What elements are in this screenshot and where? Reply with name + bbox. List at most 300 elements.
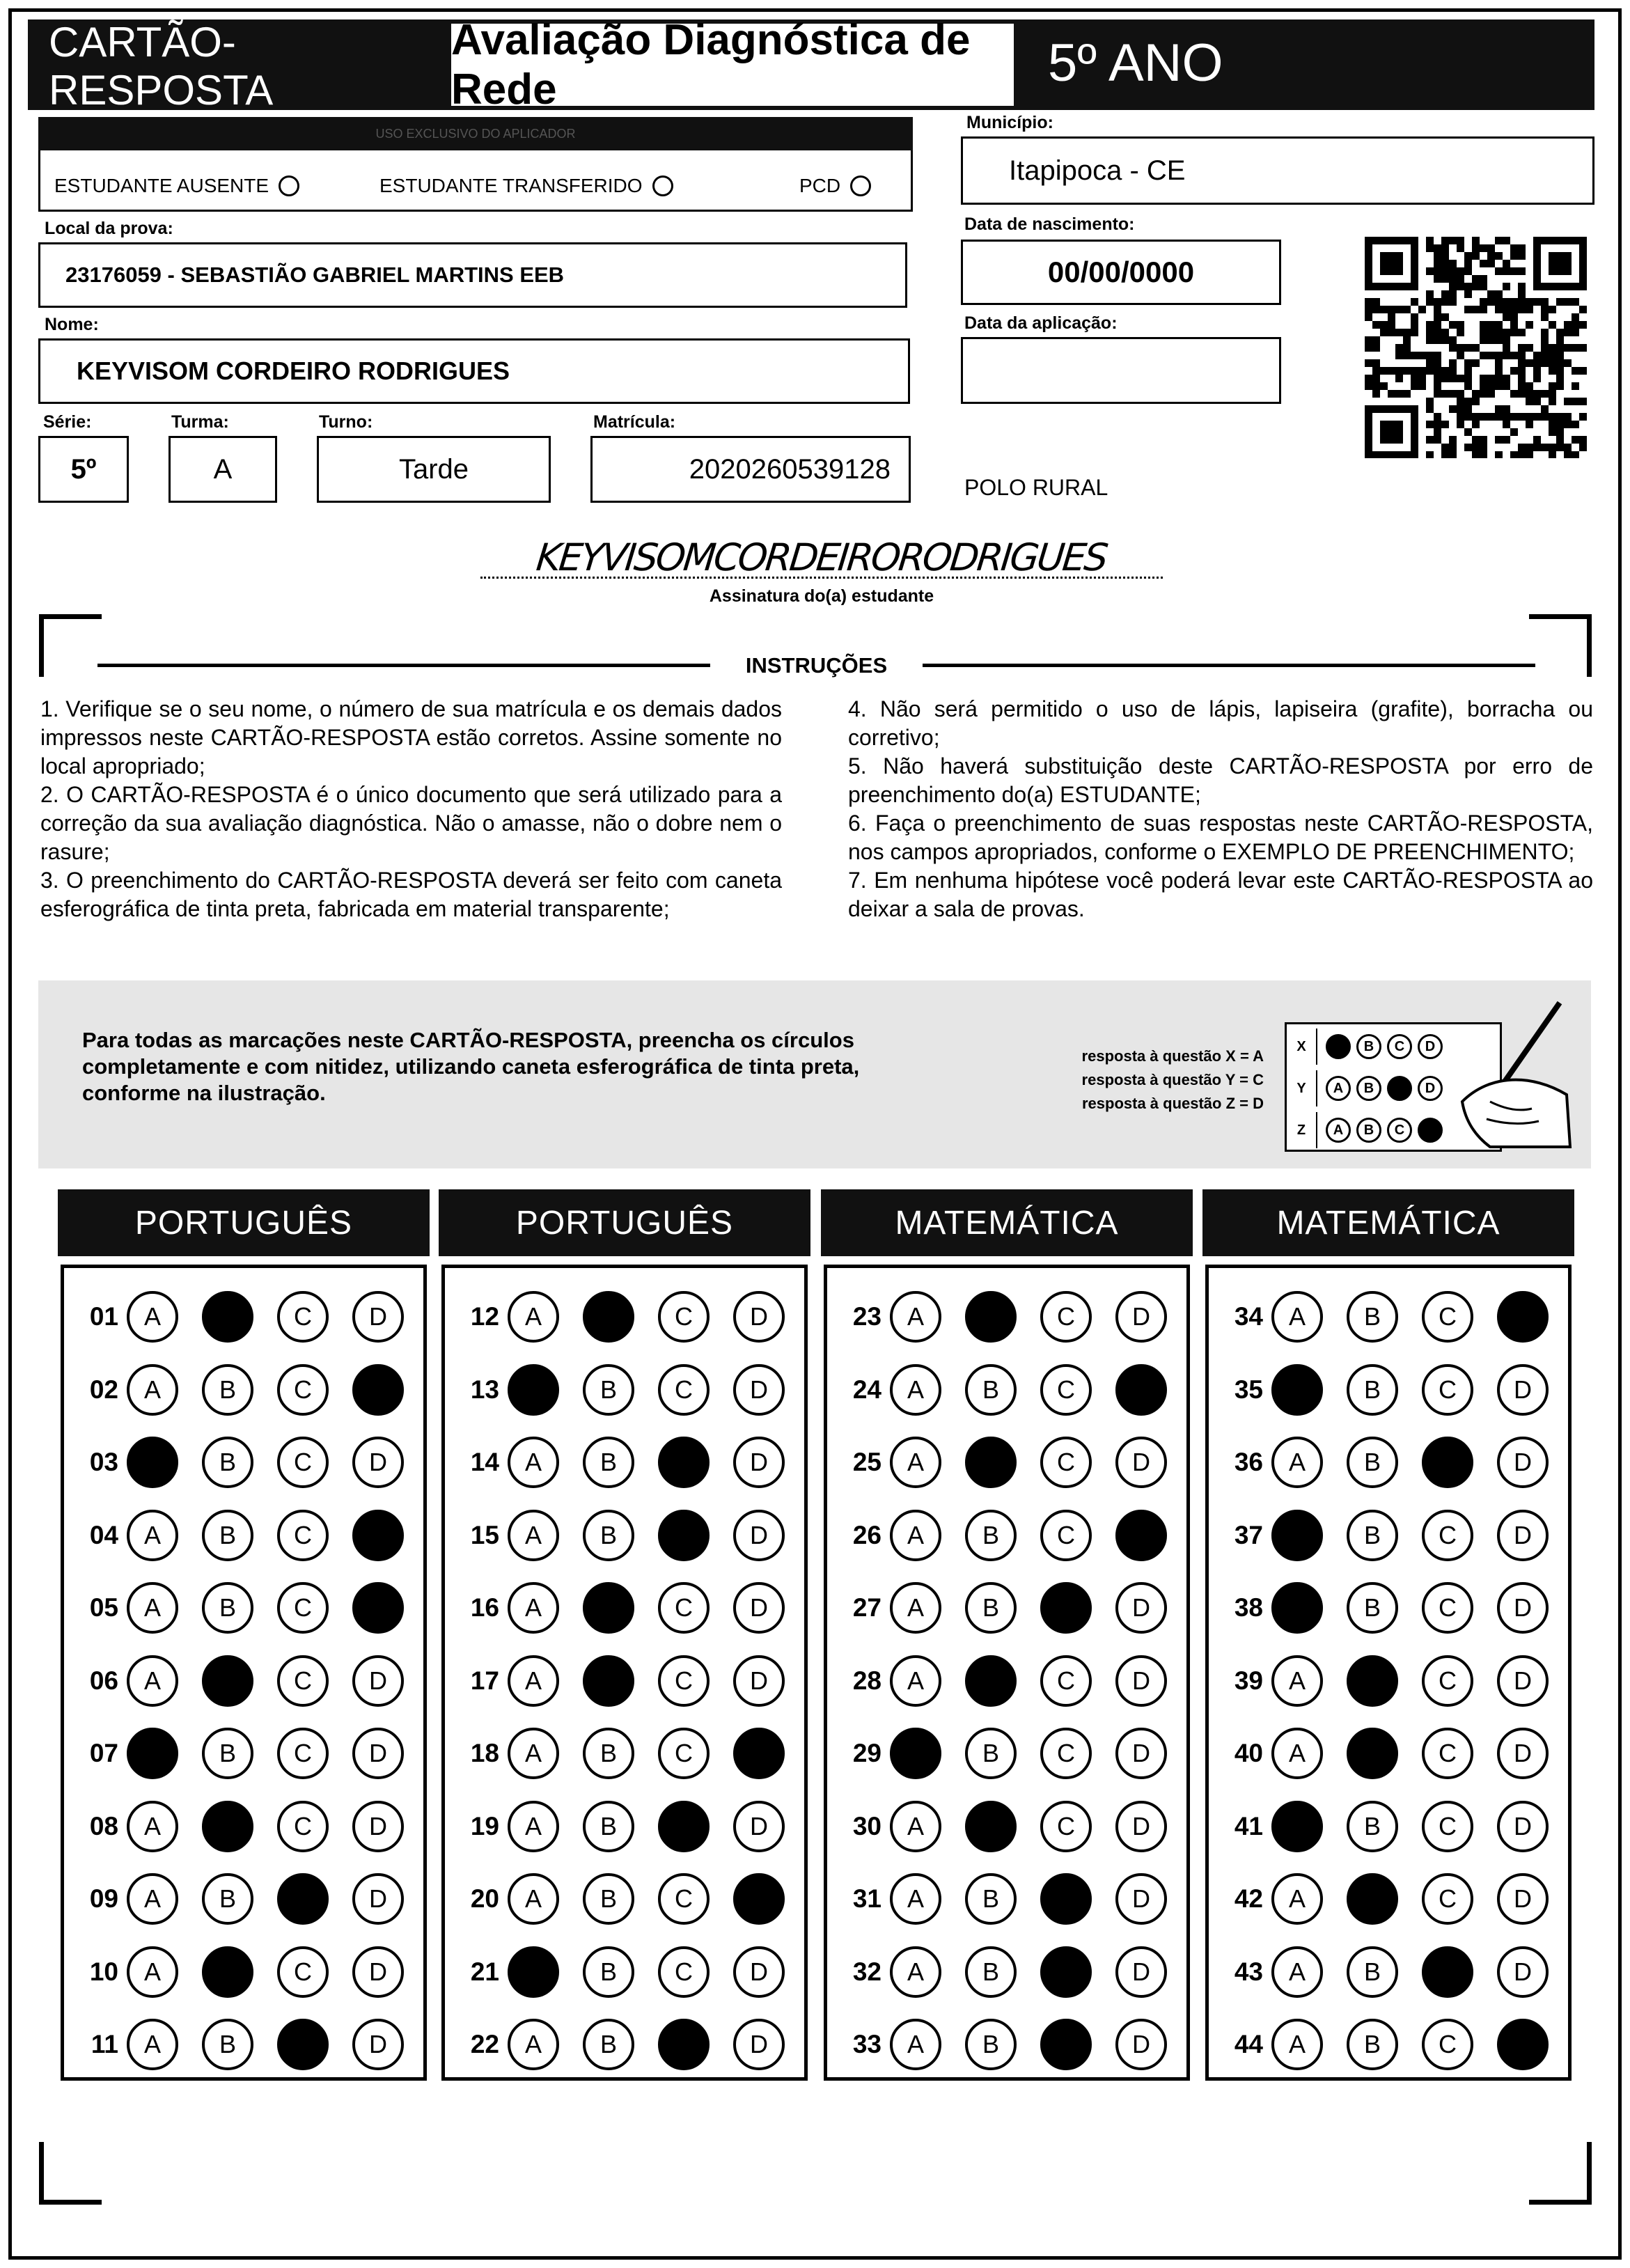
answer-bubble-b[interactable]: B (1347, 1510, 1398, 1561)
answer-bubble-c[interactable]: C (658, 1364, 710, 1416)
answer-bubble-c[interactable]: C (658, 1582, 710, 1634)
question-number: 41 (1234, 1811, 1263, 1840)
corner-mark-top-right (1529, 614, 1592, 677)
pcd-label: PCD (799, 175, 841, 196)
answer-bubble-a[interactable] (890, 1728, 941, 1779)
answer-bubble-b[interactable] (965, 1801, 1017, 1852)
question-row (445, 1797, 804, 1856)
answer-bubble-d[interactable]: D (1497, 1728, 1549, 1779)
instructions-rule-left (97, 664, 710, 667)
answer-bubble-c[interactable]: C (277, 1437, 329, 1488)
name-label: Nome: (45, 315, 99, 334)
question-number: 18 (470, 1739, 499, 1767)
answer-bubble-c[interactable] (1040, 1873, 1092, 1925)
answer-bubble-c[interactable]: C (1040, 1655, 1092, 1707)
example-bubble: B (1356, 1034, 1381, 1059)
instructions-rule-right (923, 664, 1535, 667)
turma-value: A (213, 453, 233, 485)
answer-bubble-c[interactable] (658, 2019, 710, 2070)
answer-bubble-c[interactable] (1040, 2019, 1092, 2070)
answer-bubble-c[interactable]: C (277, 1946, 329, 1998)
question-row (445, 1361, 804, 1419)
answer-bubble-c[interactable] (658, 1801, 710, 1852)
question-number: 32 (852, 1957, 881, 1986)
answer-bubble-c[interactable]: C (1422, 1510, 1473, 1561)
answer-bubble-a[interactable]: A (1271, 1873, 1323, 1925)
answer-bubble-a[interactable]: A (508, 1655, 559, 1707)
question-number: 38 (1234, 1593, 1263, 1622)
answer-bubble-d[interactable]: D (352, 1801, 404, 1852)
answer-bubble-d[interactable]: D (733, 1582, 785, 1634)
question-number: 02 (89, 1375, 118, 1404)
answer-bubble-c[interactable]: C (277, 1582, 329, 1634)
answer-bubble-c[interactable] (658, 1437, 710, 1488)
answer-bubble-b[interactable]: B (583, 1946, 634, 1998)
answer-bubble-a[interactable] (1271, 1582, 1323, 1634)
answer-bubble-d[interactable]: D (1497, 1364, 1549, 1416)
answer-bubble-b[interactable]: B (965, 2019, 1017, 2070)
answer-bubble-c[interactable]: C (1040, 1291, 1092, 1343)
example-row-label: Z (1287, 1112, 1317, 1148)
answer-bubble-b[interactable] (583, 1655, 634, 1707)
absent-option[interactable] (54, 169, 299, 203)
serie-field (38, 436, 129, 503)
answer-bubble-a[interactable]: A (127, 1873, 178, 1925)
instructions-title: INSTRUÇÕES (745, 653, 888, 678)
answer-bubble-a[interactable]: A (890, 1510, 941, 1561)
question-number: 31 (852, 1884, 881, 1913)
answer-bubble-b[interactable] (1347, 1655, 1398, 1707)
question-number: 10 (89, 1957, 118, 1986)
answer-bubble-b[interactable]: B (1347, 1801, 1398, 1852)
answer-bubble-a[interactable]: A (508, 1873, 559, 1925)
answer-bubble-b[interactable]: B (583, 1801, 634, 1852)
answer-bubble-c[interactable]: C (1422, 1873, 1473, 1925)
answer-bubble-b[interactable]: B (965, 1510, 1017, 1561)
example-bubble: D (1418, 1034, 1443, 1059)
answer-bubble-d[interactable]: D (1115, 1291, 1167, 1343)
question-number: 36 (1234, 1448, 1263, 1476)
answer-bubble-c[interactable]: C (277, 1510, 329, 1561)
answer-bubble-a[interactable]: A (508, 2019, 559, 2070)
question-row (827, 1506, 1186, 1565)
question-number: 42 (1234, 1884, 1263, 1913)
answer-bubble-b[interactable] (583, 1291, 634, 1343)
answer-bubble-c[interactable] (1422, 1946, 1473, 1998)
answer-bubble-b[interactable]: B (202, 1582, 253, 1634)
answer-bubble-a[interactable]: A (1271, 1728, 1323, 1779)
absent-label: ESTUDANTE AUSENTE (54, 175, 269, 196)
example-bubble: C (1387, 1118, 1412, 1143)
instruction-3: 3. O preenchimento do CARTÃO-RESPOSTA deverá ser feito com caneta esferográfica de tinta preta, fabricada em material transparente; (40, 868, 782, 921)
answer-bubble-d[interactable]: D (1497, 1510, 1549, 1561)
answer-bubble-d[interactable]: D (352, 1655, 404, 1707)
answer-bubble-d[interactable] (1497, 1291, 1549, 1343)
answer-bubble-d[interactable] (733, 1728, 785, 1779)
local-label: Local da prova: (45, 219, 173, 238)
pcd-option[interactable] (799, 169, 871, 203)
question-row (64, 1288, 423, 1346)
answer-bubble-b[interactable]: B (583, 1873, 634, 1925)
answer-bubble-c[interactable]: C (658, 1655, 710, 1707)
answer-bubble-b[interactable]: B (965, 1946, 1017, 1998)
example-row (1287, 1070, 1445, 1106)
answer-bubble-c[interactable] (1040, 1582, 1092, 1634)
answer-bubble-a[interactable]: A (890, 2019, 941, 2070)
answer-bubble-d[interactable]: D (1115, 1801, 1167, 1852)
answer-bubble-a[interactable]: A (1271, 1655, 1323, 1707)
legend-x: resposta à questão X = A (1081, 1047, 1264, 1065)
signature-line (480, 577, 1163, 579)
question-row (64, 2015, 423, 2074)
answer-bubble-b[interactable] (1347, 1873, 1398, 1925)
answer-bubble-c[interactable]: C (1040, 1437, 1092, 1488)
answer-bubble-b[interactable]: B (965, 1364, 1017, 1416)
answer-bubble-a[interactable]: A (508, 1801, 559, 1852)
question-row (445, 1579, 804, 1637)
question-row (445, 2015, 804, 2074)
question-number: 01 (89, 1302, 118, 1331)
answer-bubble-b[interactable]: B (202, 1873, 253, 1925)
question-row (827, 1288, 1186, 1346)
answer-bubble-b[interactable] (1347, 1728, 1398, 1779)
answer-column (441, 1265, 808, 2081)
answer-bubble-d[interactable] (1497, 2019, 1549, 2070)
answer-bubble-d[interactable]: D (733, 1437, 785, 1488)
example-bubble (1326, 1034, 1351, 1059)
answer-bubble-c[interactable]: C (1422, 1291, 1473, 1343)
answer-bubble-d[interactable]: D (352, 2019, 404, 2070)
answer-bubble-b[interactable] (965, 1291, 1017, 1343)
answer-bubble-c[interactable]: C (658, 1873, 710, 1925)
answer-bubble-b[interactable]: B (583, 1728, 634, 1779)
answer-bubble-d[interactable]: D (352, 1437, 404, 1488)
answer-bubble-d[interactable]: D (1115, 1582, 1167, 1634)
instruction-4: 4. Não será permitido o uso de lápis, lapiseira (grafite), borracha ou corretivo; (848, 696, 1593, 750)
answer-bubble-c[interactable]: C (277, 1364, 329, 1416)
fill-example-legend (1027, 1045, 1264, 1116)
answer-bubble-d[interactable]: D (1115, 1728, 1167, 1779)
example-bubble: B (1356, 1076, 1381, 1101)
answer-bubble-c[interactable]: C (1422, 1364, 1473, 1416)
answer-bubble-a[interactable] (127, 1728, 178, 1779)
question-row (64, 1652, 423, 1710)
answer-bubble-a[interactable] (508, 1946, 559, 1998)
answer-bubble-c[interactable]: C (1422, 1801, 1473, 1852)
answer-bubble-b[interactable]: B (583, 1364, 634, 1416)
question-row (827, 1433, 1186, 1492)
signature-label: Assinatura do(a) estudante (709, 586, 934, 606)
question-row (1209, 1433, 1568, 1492)
answer-column (61, 1265, 427, 2081)
question-number: 19 (470, 1811, 499, 1840)
answer-bubble-b[interactable]: B (202, 1364, 253, 1416)
answer-bubble-d[interactable]: D (1115, 1655, 1167, 1707)
example-bubble: C (1387, 1034, 1412, 1059)
answer-bubble-b[interactable]: B (1347, 1291, 1398, 1343)
birthdate-label: Data de nascimento: (964, 214, 1135, 234)
answer-bubble-c[interactable]: C (1422, 1582, 1473, 1634)
answer-bubble-b[interactable] (202, 1946, 253, 1998)
turno-field (317, 436, 551, 503)
answer-bubble-d[interactable]: D (733, 1801, 785, 1852)
subject-header: PORTUGUÊS (58, 1189, 430, 1256)
answer-bubble-a[interactable]: A (127, 1582, 178, 1634)
answer-bubble-b[interactable]: B (965, 1582, 1017, 1634)
question-row (1209, 1361, 1568, 1419)
answer-bubble-a[interactable]: A (890, 1801, 941, 1852)
answer-bubble-b[interactable]: B (1347, 1364, 1398, 1416)
answer-bubble-c[interactable]: C (1422, 1728, 1473, 1779)
answer-bubble-d[interactable]: D (1115, 1437, 1167, 1488)
question-number: 12 (470, 1302, 499, 1331)
answer-bubble-c[interactable]: C (277, 1728, 329, 1779)
answer-bubble-c[interactable] (1422, 1437, 1473, 1488)
answer-bubble-d[interactable] (352, 1510, 404, 1561)
answer-bubble-c[interactable]: C (1040, 1801, 1092, 1852)
answer-bubble-c[interactable]: C (1422, 1655, 1473, 1707)
answer-bubble-d[interactable] (1115, 1510, 1167, 1561)
fill-example-text: Para todas as marcações neste CARTÃO-RESPOSTA, preencha os círculos completamente e com nitidez, utilizando caneta esferográfica de tinta preta, conforme na ilustração. (82, 1028, 860, 1105)
question-row (445, 1433, 804, 1492)
answer-bubble-d[interactable]: D (1497, 1582, 1549, 1634)
answer-bubble-c[interactable]: C (277, 1801, 329, 1852)
answer-bubble-d[interactable]: D (352, 1291, 404, 1343)
answer-bubble-a[interactable]: A (508, 1291, 559, 1343)
answer-bubble-d[interactable]: D (1115, 1873, 1167, 1925)
question-row (1209, 2015, 1568, 2074)
corner-mark-bottom-right (1529, 2142, 1592, 2205)
question-number: 03 (89, 1448, 118, 1476)
answer-bubble-d[interactable] (352, 1364, 404, 1416)
answer-bubble-c[interactable] (277, 1873, 329, 1925)
answer-bubble-b[interactable]: B (1347, 1582, 1398, 1634)
answer-bubble-a[interactable]: A (890, 1655, 941, 1707)
question-row (1209, 1288, 1568, 1346)
answer-bubble-b[interactable]: B (583, 1510, 634, 1561)
question-row (827, 1361, 1186, 1419)
answer-bubble-a[interactable]: A (890, 1582, 941, 1634)
answer-bubble-c[interactable] (1040, 1946, 1092, 1998)
corner-mark-top-left (39, 614, 102, 677)
answer-bubble-b[interactable]: B (202, 1510, 253, 1561)
question-row (827, 1943, 1186, 2001)
answer-bubble-d[interactable]: D (1115, 1946, 1167, 1998)
question-row (827, 1797, 1186, 1856)
question-number: 39 (1234, 1666, 1263, 1695)
example-bubble (1418, 1118, 1443, 1143)
instruction-7: 7. Em nenhuma hipótese você poderá levar este CARTÃO-RESPOSTA ao deixar a sala de provas. (848, 868, 1593, 921)
answer-bubble-d[interactable]: D (733, 1946, 785, 1998)
subject-header: MATEMÁTICA (1202, 1189, 1574, 1256)
question-row (64, 1433, 423, 1492)
answer-bubble-a[interactable]: A (508, 1728, 559, 1779)
answer-bubble-c[interactable] (658, 1510, 710, 1561)
answer-bubble-b[interactable]: B (202, 1728, 253, 1779)
answer-bubble-b[interactable]: B (583, 2019, 634, 2070)
instruction-2: 2. O CARTÃO-RESPOSTA é o único documento que será utilizado para a correção da sua avaliação diagnóstica. Não o amasse, não o dobre nem o rasure; (40, 782, 782, 864)
answer-bubble-a[interactable]: A (890, 1364, 941, 1416)
answer-bubble-d[interactable]: D (733, 1655, 785, 1707)
answer-bubble-d[interactable]: D (352, 1873, 404, 1925)
answer-bubble-d[interactable]: D (352, 1728, 404, 1779)
question-number: 09 (89, 1884, 118, 1913)
answer-bubble-a[interactable]: A (127, 1291, 178, 1343)
question-row (445, 1288, 804, 1346)
question-row (64, 1579, 423, 1637)
application-date-field (961, 337, 1281, 404)
question-number: 27 (852, 1593, 881, 1622)
answer-bubble-d[interactable]: D (1115, 2019, 1167, 2070)
answer-bubble-d[interactable]: D (1497, 1801, 1549, 1852)
answer-bubble-b[interactable]: B (202, 2019, 253, 2070)
corner-mark-bottom-left (39, 2142, 102, 2205)
question-row (1209, 1797, 1568, 1856)
question-number: 17 (470, 1666, 499, 1695)
legend-y: resposta à questão Y = C (1081, 1071, 1264, 1088)
answer-bubble-c[interactable]: C (277, 1291, 329, 1343)
hand-pen-icon (1448, 997, 1574, 1150)
answer-bubble-a[interactable]: A (127, 1655, 178, 1707)
answer-bubble-c[interactable] (277, 2019, 329, 2070)
answer-bubble-d[interactable]: D (733, 1364, 785, 1416)
answer-bubble-a[interactable]: A (890, 1437, 941, 1488)
answer-bubble-b[interactable]: B (583, 1437, 634, 1488)
answer-bubble-a[interactable]: A (127, 1801, 178, 1852)
answer-bubble-b[interactable]: B (965, 1873, 1017, 1925)
answer-column (1205, 1265, 1572, 2081)
answer-bubble-b[interactable] (202, 1291, 253, 1343)
answer-bubble-c[interactable]: C (277, 1655, 329, 1707)
answer-bubble-d[interactable] (1115, 1364, 1167, 1416)
answer-bubble-c[interactable]: C (1040, 1364, 1092, 1416)
answer-bubble-b[interactable] (583, 1582, 634, 1634)
answer-bubble-c[interactable]: C (1040, 1728, 1092, 1779)
answer-bubble-c[interactable]: C (1040, 1510, 1092, 1561)
answer-bubble-d[interactable]: D (733, 2019, 785, 2070)
answer-bubble-a[interactable]: A (890, 1873, 941, 1925)
answer-bubble-a[interactable]: A (508, 1510, 559, 1561)
answer-bubble-b[interactable]: B (202, 1437, 253, 1488)
qr-code (1365, 237, 1588, 458)
legend-z: resposta à questão Z = D (1081, 1095, 1264, 1112)
answer-bubble-b[interactable]: B (1347, 1437, 1398, 1488)
answer-bubble-a[interactable]: A (508, 1437, 559, 1488)
answer-bubble-a[interactable]: A (127, 2019, 178, 2070)
answer-bubble-a[interactable]: A (890, 1291, 941, 1343)
example-bubble (1387, 1076, 1412, 1101)
question-row (445, 1724, 804, 1783)
answer-bubble-a[interactable] (127, 1437, 178, 1488)
municipio-label: Município: (966, 113, 1053, 132)
question-number: 33 (852, 2030, 881, 2058)
answer-bubble-b[interactable]: B (965, 1728, 1017, 1779)
example-row-label: Y (1287, 1070, 1317, 1106)
answer-bubble-c[interactable]: C (658, 1728, 710, 1779)
answer-bubble-a[interactable]: A (890, 1946, 941, 1998)
question-row (827, 1652, 1186, 1710)
answer-bubble-d[interactable]: D (352, 1946, 404, 1998)
transferred-label: ESTUDANTE TRANSFERIDO (379, 175, 643, 196)
answer-bubble-b[interactable] (965, 1437, 1017, 1488)
student-signature: KEYVISOMCORDEIRORODRIGUES (534, 535, 1108, 579)
answer-bubble-a[interactable] (508, 1364, 559, 1416)
answer-bubble-d[interactable] (733, 1873, 785, 1925)
answer-bubble-c[interactable]: C (658, 1946, 710, 1998)
question-number: 15 (470, 1520, 499, 1549)
transferred-option[interactable] (379, 169, 673, 203)
question-number: 30 (852, 1811, 881, 1840)
question-row (64, 1724, 423, 1783)
answer-bubble-d[interactable]: D (733, 1291, 785, 1343)
answer-bubble-c[interactable]: C (658, 1291, 710, 1343)
answer-bubble-d[interactable]: D (1497, 1946, 1549, 1998)
question-number: 24 (852, 1375, 881, 1404)
question-number: 06 (89, 1666, 118, 1695)
birthdate-value: 00/00/0000 (1047, 256, 1195, 288)
question-row (1209, 1579, 1568, 1637)
answer-bubble-a[interactable]: A (127, 1510, 178, 1561)
example-bubble: A (1326, 1076, 1351, 1101)
answer-bubble-b[interactable] (965, 1655, 1017, 1707)
application-date-label: Data da aplicação: (964, 313, 1118, 333)
question-number: 13 (470, 1375, 499, 1404)
matricula-label: Matrícula: (593, 412, 676, 432)
question-row (827, 1579, 1186, 1637)
answer-bubble-b[interactable] (202, 1655, 253, 1707)
answer-bubble-a[interactable]: A (1271, 1437, 1323, 1488)
answer-bubble-d[interactable] (352, 1582, 404, 1634)
question-row (64, 1361, 423, 1419)
answer-bubble-d[interactable]: D (733, 1510, 785, 1561)
answer-bubble-a[interactable]: A (1271, 2019, 1323, 2070)
answer-bubble-a[interactable] (1271, 1801, 1323, 1852)
question-row (64, 1797, 423, 1856)
answer-bubble-a[interactable]: A (1271, 1291, 1323, 1343)
question-row (445, 1870, 804, 1928)
question-number: 40 (1234, 1739, 1263, 1767)
pcd-radio[interactable] (850, 175, 871, 196)
answer-bubble-d[interactable]: D (1497, 1655, 1549, 1707)
answer-bubble-d[interactable]: D (1497, 1873, 1549, 1925)
answer-bubble-a[interactable]: A (1271, 1946, 1323, 1998)
answer-bubble-b[interactable] (202, 1801, 253, 1852)
answer-bubble-c[interactable]: C (1422, 2019, 1473, 2070)
example-row (1287, 1029, 1445, 1065)
answer-bubble-a[interactable]: A (127, 1946, 178, 1998)
question-number: 08 (89, 1811, 118, 1840)
answer-bubble-a[interactable]: A (508, 1582, 559, 1634)
local-value: 23176059 - SEBASTIÃO GABRIEL MARTINS EEB (65, 263, 565, 287)
answer-bubble-b[interactable]: B (1347, 2019, 1398, 2070)
answer-bubble-a[interactable] (1271, 1510, 1323, 1561)
question-row (1209, 1652, 1568, 1710)
answer-bubble-a[interactable] (1271, 1364, 1323, 1416)
question-number: 20 (470, 1884, 499, 1913)
question-number: 37 (1234, 1520, 1263, 1549)
answer-bubble-a[interactable]: A (127, 1364, 178, 1416)
question-number: 11 (91, 2030, 118, 2058)
instructions-left (40, 695, 782, 923)
transferred-radio[interactable] (652, 175, 673, 196)
question-row (445, 1652, 804, 1710)
question-row (1209, 1724, 1568, 1783)
absent-radio[interactable] (279, 175, 299, 196)
instruction-1: 1. Verifique se o seu nome, o número de sua matrícula e os demais dados impressos neste CARTÃO-RESPOSTA estão corretos. Assine somente no local apropriado; (40, 696, 782, 779)
answer-bubble-d[interactable]: D (1497, 1437, 1549, 1488)
serie-value: 5º (70, 453, 97, 485)
answer-bubble-b[interactable]: B (1347, 1946, 1398, 1998)
